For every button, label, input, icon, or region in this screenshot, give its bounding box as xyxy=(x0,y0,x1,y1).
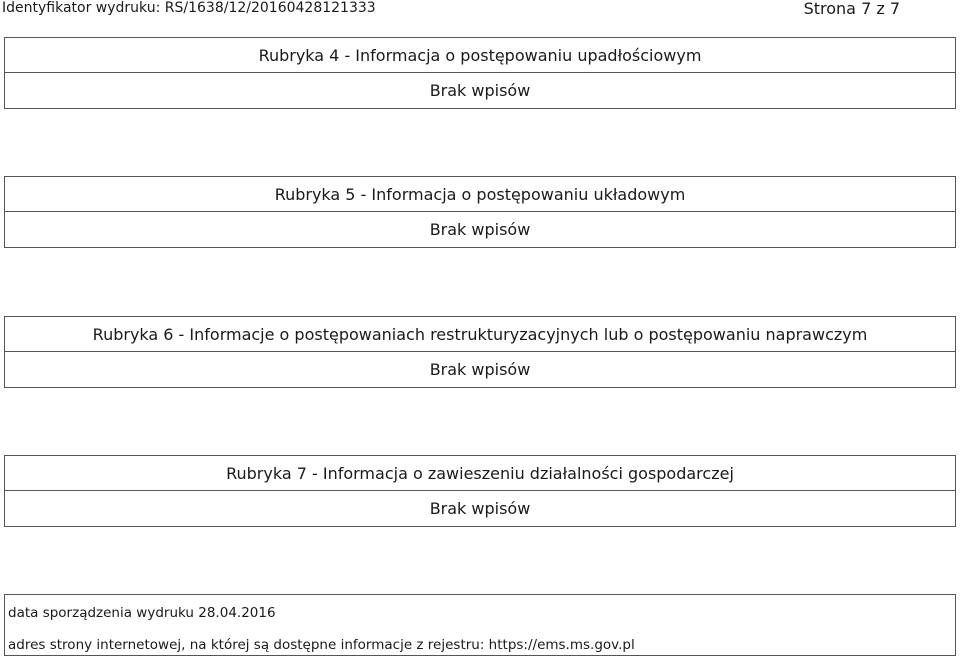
section-title: Rubryka 7 - Informacja o zawieszeniu działalności gospodarczej xyxy=(4,455,956,491)
section-value: Brak wpisów xyxy=(4,73,956,109)
footer-box xyxy=(4,594,956,656)
section-value: Brak wpisów xyxy=(4,352,956,388)
section-rubryka-7 xyxy=(4,455,956,527)
page-number: Strona 7 z 7 xyxy=(803,0,900,18)
section-title: Rubryka 6 - Informacje o postępowaniach restrukturyzacyjnych lub o postępowaniu naprawczym xyxy=(4,316,956,352)
print-date: data sporządzenia wydruku 28.04.2016 xyxy=(8,605,276,621)
section-title: Rubryka 4 - Informacja o postępowaniu upadłościowym xyxy=(4,37,956,73)
section-title: Rubryka 5 - Informacja o postępowaniu układowym xyxy=(4,176,956,212)
section-rubryka-4 xyxy=(4,37,956,109)
section-value: Brak wpisów xyxy=(4,491,956,527)
section-rubryka-5 xyxy=(4,176,956,248)
section-rubryka-6 xyxy=(4,316,956,388)
section-value: Brak wpisów xyxy=(4,212,956,248)
registry-address: adres strony internetowej, na której są dostępne informacje z rejestru: https://ems.ms.gov.pl xyxy=(8,637,635,653)
print-identifier: Identyfikator wydruku: RS/1638/12/20160428121333 xyxy=(2,0,376,16)
